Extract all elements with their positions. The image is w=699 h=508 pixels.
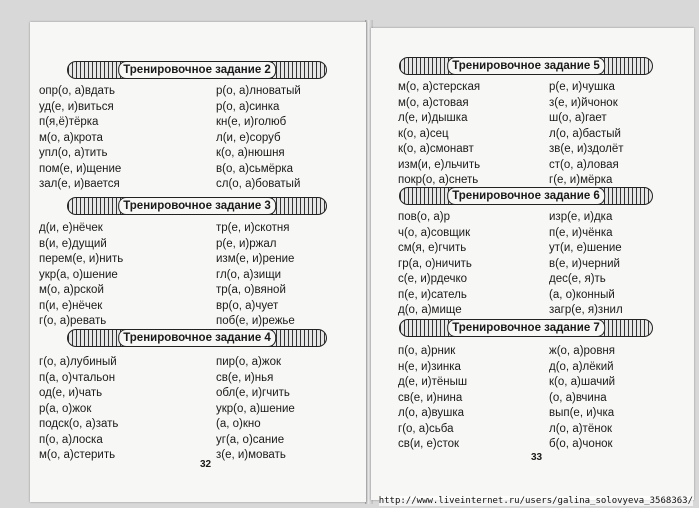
word-item: в(о, а)сьмёрка [216, 162, 294, 175]
word-item: с(е, и)рдечко [398, 273, 468, 285]
word-item: подск(о, а)зать [39, 418, 119, 430]
page-number: 33 [531, 452, 543, 463]
right-page [371, 28, 694, 500]
word-item: загр(е, я)знил [549, 304, 623, 316]
section-banner [399, 187, 653, 205]
word-column [216, 84, 301, 193]
word-item: укр(о, а)шение [216, 402, 295, 415]
word-item: перем(е, и)нить [39, 253, 124, 265]
word-item: ут(и, е)шение [549, 242, 622, 254]
word-item: уг(а, о)сание [216, 433, 285, 446]
word-item: п(а, о)чтальон [39, 371, 116, 384]
word-item: д(о, а)лёкий [549, 360, 614, 373]
word-item: (а, о)конный [549, 288, 615, 301]
word-item: покр(о, а)снеть [398, 174, 479, 186]
word-item: д(е, и)тёныш [398, 376, 468, 388]
word-column [549, 80, 624, 189]
word-column [398, 80, 480, 189]
section-title: Тренировочное задание 3 [118, 197, 276, 215]
word-item: з(е, и)мовать [216, 449, 286, 461]
left-page [30, 22, 366, 502]
word-item: л(е, и)дышка [398, 112, 468, 124]
word-item: гр(а, о)ничить [398, 257, 472, 270]
word-item: к(о, а)смонавт [398, 143, 474, 155]
word-item: к(о, а)сец [398, 127, 449, 140]
word-item: св(е, и)нина [398, 391, 463, 404]
word-item: вр(о, а)чует [216, 299, 279, 312]
word-item: к(о, а)шачий [549, 376, 616, 388]
word-column [216, 221, 295, 330]
word-item: л(и, е)соруб [216, 131, 281, 144]
word-item: опр(о, а)вдать [39, 85, 115, 97]
word-item: г(о, а)лубиный [39, 356, 117, 368]
section-banner [399, 319, 653, 337]
word-item: упл(о, а)тить [39, 147, 108, 159]
word-item: гл(о, а)зищи [216, 268, 282, 281]
word-item: ш(о, а)гает [549, 112, 607, 124]
word-item: св(е, и)нья [216, 371, 274, 384]
word-item: (а, о)кно [216, 418, 261, 430]
word-column [39, 84, 121, 193]
word-item: г(е, и)мёрка [549, 174, 613, 186]
word-item: изм(е, и)рение [216, 253, 295, 265]
word-item: пом(е, и)щение [39, 162, 122, 175]
word-item: б(о, а)чонок [549, 438, 613, 450]
word-item: поб(е, и)режье [216, 315, 295, 327]
word-item: см(я, е)гчить [398, 242, 467, 254]
word-item: п(о, а)лоска [39, 433, 103, 446]
word-item: в(е, и)черний [549, 257, 620, 270]
word-item: р(о, а)синка [216, 100, 280, 113]
word-item: изм(и, е)льчить [398, 158, 481, 171]
word-column [39, 355, 118, 464]
word-item: к(о, а)нюшня [216, 147, 285, 159]
word-column [216, 355, 295, 464]
word-item: л(о, а)вушка [398, 407, 465, 419]
word-item: кн(е, и)голюб [216, 116, 287, 128]
word-item: ж(о, а)ровня [549, 345, 616, 357]
word-item: од(е, и)чать [39, 387, 103, 399]
section-banner [67, 329, 327, 347]
word-item: обл(е, и)гчить [216, 387, 290, 399]
word-item: м(о, а)стерская [398, 81, 481, 93]
word-item: п(е, и)чёнка [549, 226, 613, 239]
section-title: Тренировочное задание 2 [118, 61, 276, 79]
word-item: м(о, а)стовая [398, 96, 469, 109]
word-item: р(е, и)чушка [549, 81, 615, 93]
word-item: укр(а, о)шение [39, 268, 118, 281]
word-item: г(о, а)ревать [39, 315, 107, 327]
word-column [398, 344, 467, 453]
word-item: ч(о, а)совщик [398, 226, 471, 239]
word-item: д(о, а)мище [398, 304, 462, 316]
word-column [549, 210, 623, 319]
word-column [549, 344, 615, 453]
word-item: сл(о, а)боватый [216, 178, 301, 190]
word-item: м(о, а)крота [39, 131, 103, 144]
word-item: пир(о, а)жок [216, 356, 282, 368]
word-item: м(о, а)рской [39, 284, 104, 296]
word-item: (о, а)вчина [549, 391, 607, 404]
section-title: Тренировочное задание 4 [118, 329, 276, 347]
section-title: Тренировочное задание 7 [447, 319, 605, 337]
word-item: з(е, и)йчонок [549, 96, 618, 109]
word-item: тр(е, и)скотня [216, 222, 290, 234]
source-url-watermark: http://www.liveinternet.ru/users/galina_solovyeva_3568363/ [378, 496, 693, 506]
word-item: в(и, е)дущий [39, 237, 107, 250]
word-item: п(о, а)рник [398, 345, 456, 357]
word-item: изр(е, и)дка [549, 211, 613, 223]
section-title: Тренировочное задание 5 [447, 57, 605, 75]
word-item: р(а, о)жок [39, 402, 92, 415]
word-item: св(и, е)сток [398, 438, 460, 450]
word-item: д(и, е)нёчек [39, 222, 103, 234]
section-banner [67, 61, 327, 79]
word-item: вып(е, и)чка [549, 407, 615, 419]
word-item: л(о, а)бастый [549, 127, 621, 140]
word-item: р(о, а)лноватый [216, 85, 301, 97]
word-column [398, 210, 472, 319]
section-banner [399, 57, 653, 75]
word-item: тр(а, о)вяной [216, 284, 286, 296]
word-item: г(о, а)сьба [398, 422, 454, 435]
section-banner [67, 197, 327, 215]
section-title: Тренировочное задание 6 [447, 187, 605, 205]
word-item: ст(о, а)ловая [549, 158, 619, 171]
word-column [39, 221, 123, 330]
page-number: 32 [200, 459, 212, 470]
word-item: пов(о, а)р [398, 211, 450, 223]
word-item: зал(е, и)вается [39, 178, 120, 190]
word-item: п(я,ё)тёрка [39, 116, 99, 128]
word-item: зв(е, и)здолёт [549, 143, 624, 155]
word-item: п(и, е)нёчек [39, 299, 103, 312]
word-item: м(о, а)стерить [39, 449, 116, 461]
word-item: п(е, и)сатель [398, 288, 467, 301]
word-item: л(о, а)тёнок [549, 422, 612, 435]
word-item: уд(е, и)виться [39, 100, 114, 113]
word-item: дес(е, я)ть [549, 273, 606, 285]
word-item: н(е, и)зинка [398, 360, 461, 373]
word-item: р(е, и)ржал [216, 237, 277, 250]
